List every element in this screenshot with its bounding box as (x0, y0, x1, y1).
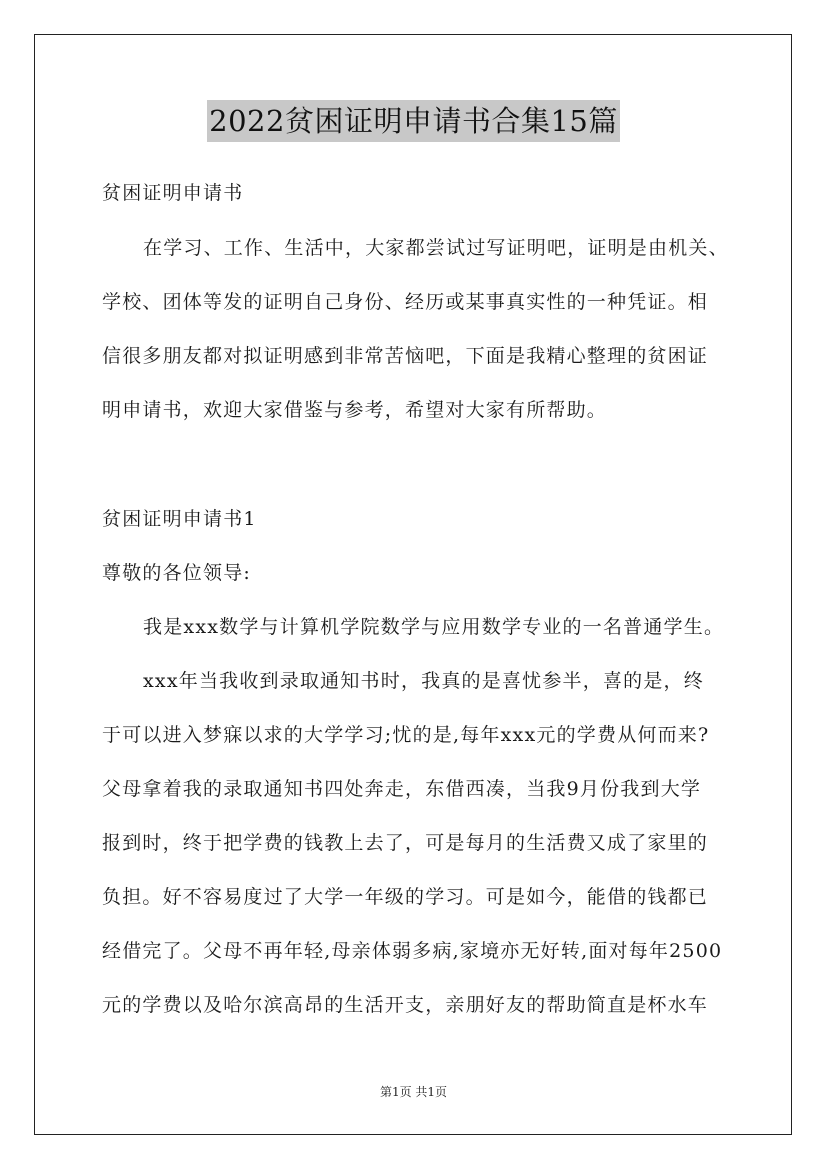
paragraph-line: 明申请书，欢迎大家借鉴与参考，希望对大家有所帮助。 (102, 399, 608, 421)
paragraph-line: 在学习、工作、生活中，大家都尝试过写证明吧，证明是由机关、 (143, 237, 729, 259)
paragraph-line: xxx年当我收到录取通知书时，我真的是喜忧参半，喜的是，终 (143, 670, 704, 692)
paragraph-line: 父母拿着我的录取通知书四处奔走，东借西凑，当我9月份我到大学 (102, 778, 702, 800)
document-title: 2022贫困证明申请书合集15篇 (207, 100, 620, 142)
title-container (0, 100, 827, 142)
paragraph-line: 报到时，终于把学费的钱教上去了，可是每月的生活费又成了家里的 (102, 832, 709, 854)
paragraph-line: 元的学费以及哈尔滨高昂的生活开支，亲朋好友的帮助简直是杯水车 (102, 994, 709, 1016)
paragraph-line: 负担。好不容易度过了大学一年级的学习。可是如今，能借的钱都已 (102, 886, 709, 908)
paragraph-line: 经借完了。父母不再年轻,母亲体弱多病,家境亦无好转,面对每年2500 (102, 940, 723, 962)
salutation: 尊敬的各位领导: (102, 562, 252, 584)
paragraph-line: 我是xxx数学与计算机学院数学与应用数学专业的一名普通学生。 (143, 616, 725, 638)
paragraph-line: 信很多朋友都对拟证明感到非常苦恼吧，下面是我精心整理的贫困证 (102, 345, 709, 367)
section-heading: 贫困证明申请书1 (102, 508, 257, 530)
page-footer: 第1页 共1页 (379, 1085, 448, 1099)
paragraph-line: 于可以进入梦寐以求的大学学习;忧的是,每年xxx元的学费从何而来? (102, 724, 710, 746)
paragraph-line: 学校、团体等发的证明自己身份、经历或某事真实性的一种凭证。相 (102, 291, 709, 313)
section-heading: 贫困证明申请书 (102, 182, 244, 204)
